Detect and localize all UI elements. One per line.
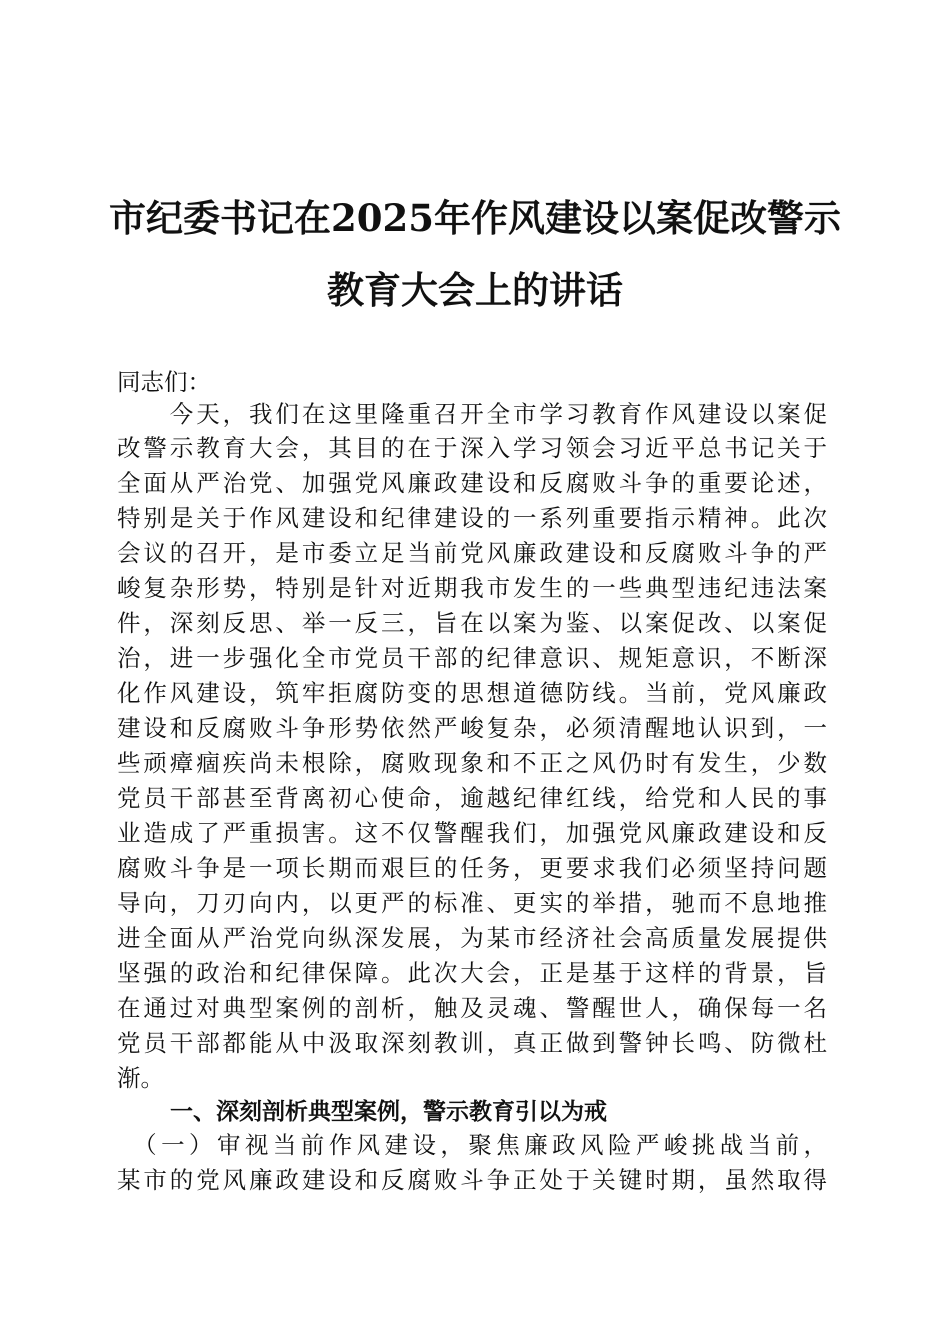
paragraph-line: 渐。 — [117, 1064, 164, 1092]
paragraph-line: 业造成了严重损害。这不仅警醒我们，加强党风廉政建设和反 — [117, 819, 827, 847]
paragraph-line: 件，深刻反思、举一反三，旨在以案为鉴、以案促改、以案促 — [117, 609, 827, 637]
document-title-line-1: 市纪委书记在2025年作风建设以案促改警示 — [109, 196, 841, 240]
section-heading-1: 一、深刻剖析典型案例，警示教育引以为戒 — [170, 1099, 607, 1125]
paragraph-line: 党员干部都能从中汲取深刻教训，真正做到警钟长鸣、防微杜 — [117, 1029, 827, 1057]
paragraph-line: 某市的党风廉政建设和反腐败斗争正处于关键时期，虽然取得 — [117, 1166, 827, 1194]
paragraph-line: 导向，刀刃向内，以更严的标准、更实的举措，驰而不息地推 — [117, 889, 827, 917]
paragraph-line: （一）审视当前作风建设，聚焦廉政风险严峻挑战当前， — [117, 1131, 827, 1159]
salutation: 同志们： — [117, 368, 211, 396]
document-title-line-2: 教育大会上的讲话 — [327, 268, 623, 312]
paragraph-line: 化作风建设，筑牢拒腐防变的思想道德防线。当前，党风廉政 — [117, 679, 827, 707]
paragraph-line: 改警示教育大会，其目的在于深入学习领会习近平总书记关于 — [117, 434, 827, 462]
paragraph-line: 峻复杂形势，特别是针对近期我市发生的一些典型违纪违法案 — [117, 574, 827, 602]
paragraph-line: 进全面从严治党向纵深发展，为某市经济社会高质量发展提供 — [117, 924, 827, 952]
paragraph-line: 党员干部甚至背离初心使命，逾越纪律红线，给党和人民的事 — [117, 784, 827, 812]
paragraph-line: 特别是关于作风建设和纪律建设的一系列重要指示精神。此次 — [117, 504, 827, 532]
paragraph-line: 腐败斗争是一项长期而艰巨的任务，更要求我们必须坚持问题 — [117, 854, 827, 882]
paragraph-line: 在通过对典型案例的剖析，触及灵魂、警醒世人，确保每一名 — [117, 994, 827, 1022]
paragraph-line: 坚强的政治和纪律保障。此次大会，正是基于这样的背景，旨 — [117, 959, 827, 987]
paragraph-line: 治，进一步强化全市党员干部的纪律意识、规矩意识，不断深 — [117, 644, 827, 672]
paragraph-line: 会议的召开，是市委立足当前党风廉政建设和反腐败斗争的严 — [117, 539, 827, 567]
paragraph-line: 全面从严治党、加强党风廉政建设和反腐败斗争的重要论述， — [117, 469, 827, 497]
paragraph-line: 今天，我们在这里隆重召开全市学习教育作风建设以案促 — [117, 400, 827, 428]
paragraph-line: 建设和反腐败斗争形势依然严峻复杂，必须清醒地认识到，一 — [117, 714, 827, 742]
paragraph-line: 些顽瘴痼疾尚未根除，腐败现象和不正之风仍时有发生，少数 — [117, 749, 827, 777]
